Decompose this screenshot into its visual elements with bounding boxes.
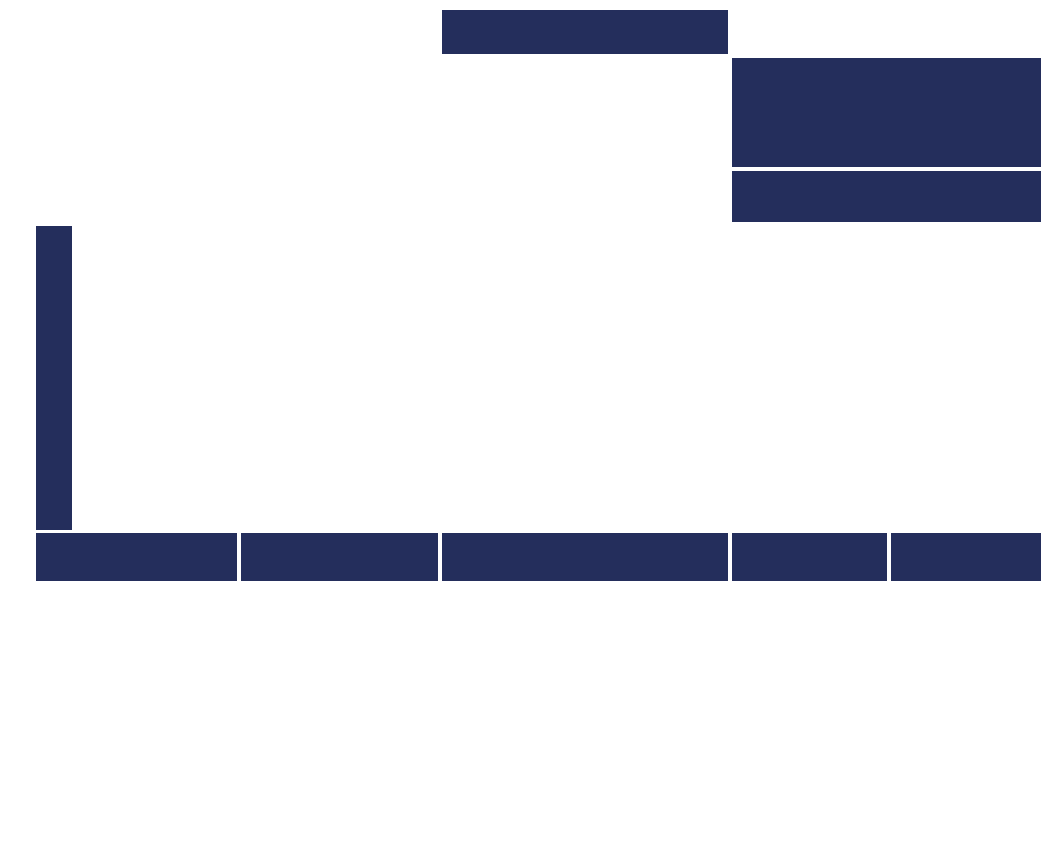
type-column-header <box>36 533 237 581</box>
insert-type-table <box>36 533 1040 845</box>
parameters-header <box>732 58 1041 167</box>
vc-column-header <box>732 171 1041 222</box>
pvd-coating-header <box>442 10 728 54</box>
ap-column-header <box>732 533 887 581</box>
material-coating-table <box>36 10 1040 530</box>
usage-column-header <box>241 533 438 581</box>
f-column-header <box>891 533 1041 581</box>
parameters-header-group <box>732 58 1041 222</box>
material-type-side-header <box>36 226 72 530</box>
coating-columns-spacer-header <box>442 533 728 581</box>
